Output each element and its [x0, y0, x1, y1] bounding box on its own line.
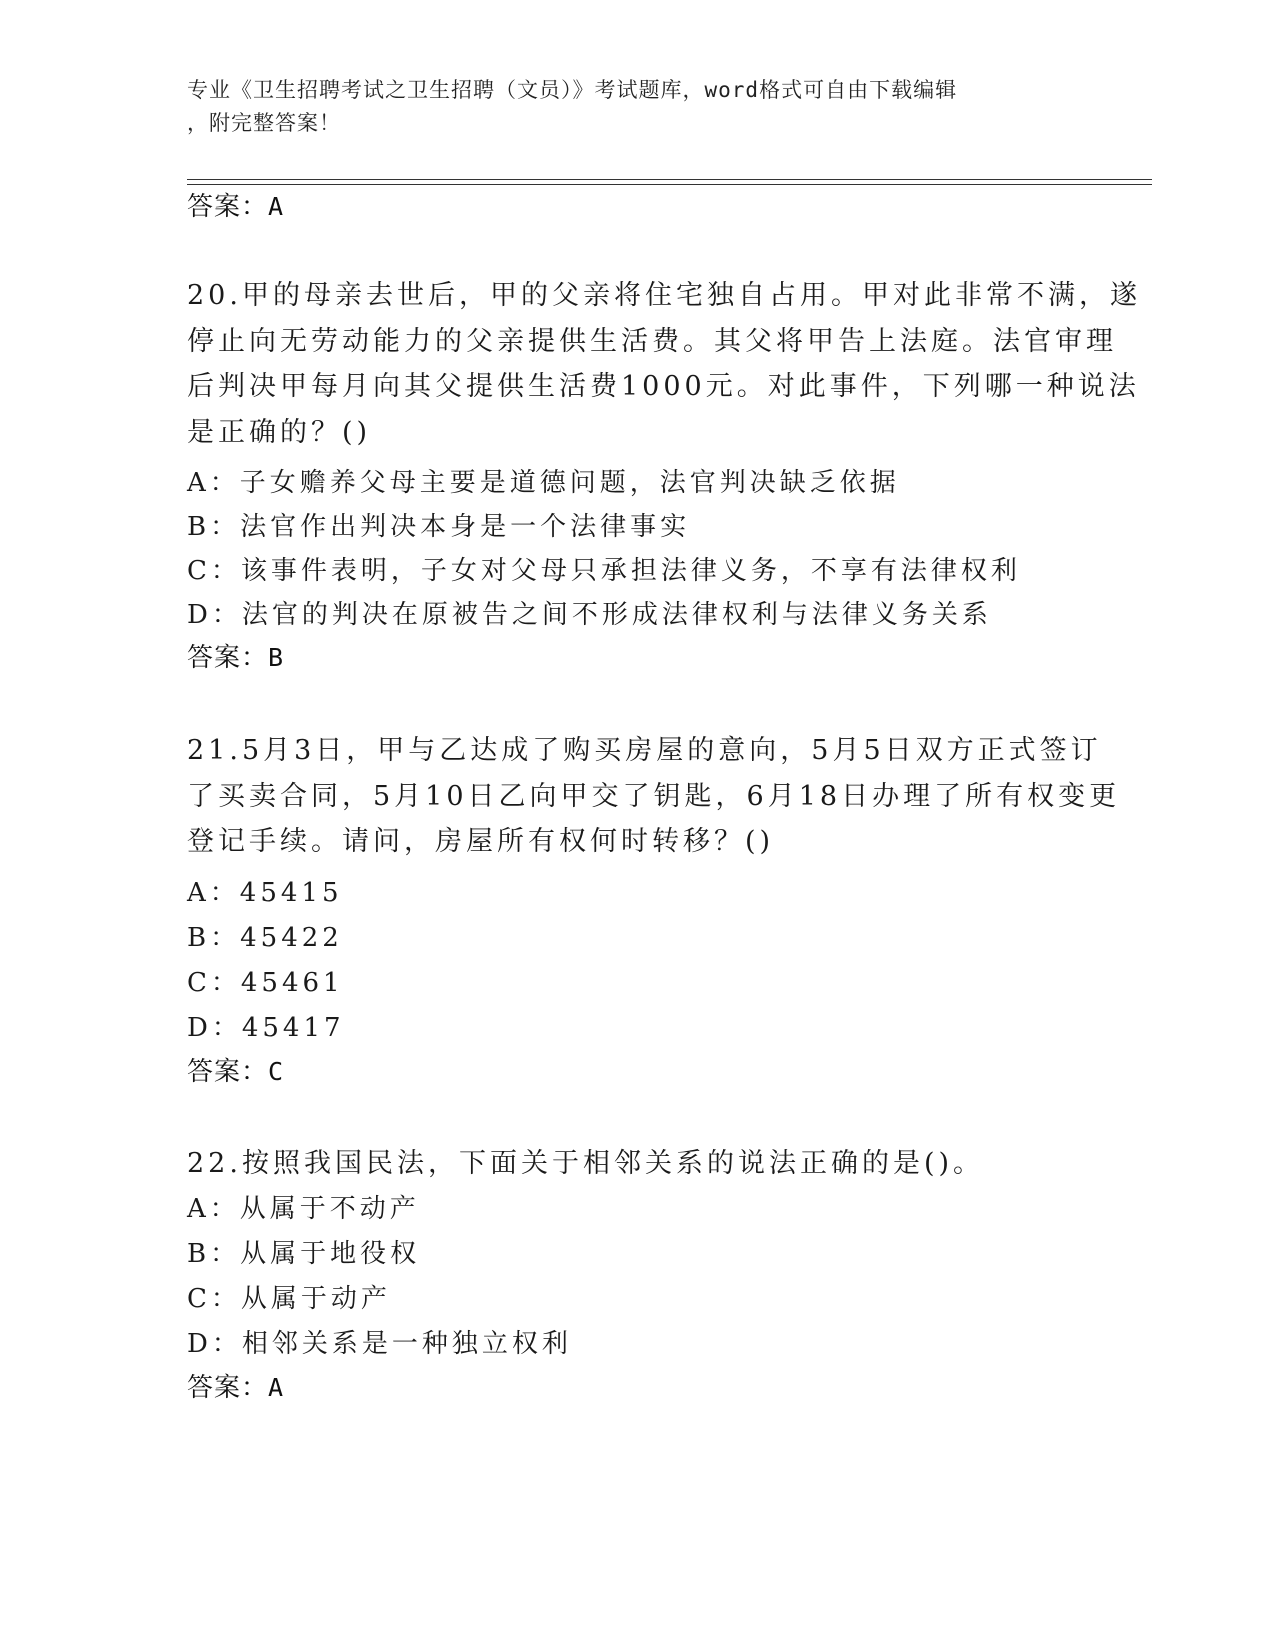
question-22-option-a: A：从属于不动产: [187, 1194, 420, 1224]
header-line-2: ，附完整答案！: [187, 111, 341, 135]
question-21-option-d: D：45417: [187, 1013, 345, 1043]
question-20-option-a: A：子女赡养父母主要是道德问题，法官判决缺乏依据: [187, 468, 900, 498]
question-line: 22.按照我国民法，下面关于相邻关系的说法正确的是()。: [187, 1148, 985, 1179]
answer-label: 答案：: [187, 643, 269, 673]
question-line: 是正确的？(): [187, 416, 372, 448]
answer-label: 答案：: [187, 1057, 269, 1087]
question-20-stem: [187, 273, 1141, 455]
question-20-answer: [187, 642, 284, 674]
header-divider-top: [187, 179, 1152, 180]
answer-value: A: [268, 1373, 285, 1402]
question-20-option-b: B：法官作出判决本身是一个法律事实: [187, 512, 691, 542]
question-21-answer: [187, 1056, 284, 1088]
header-line-1: 专业《卫生招聘考试之卫生招聘（文员）》考试题库，word格式可自由下载编辑: [187, 78, 958, 102]
answer-label: 答案：: [187, 1373, 269, 1403]
question-line: 21.5月3日，甲与乙达成了购买房屋的意向，5月5日双方正式签订: [187, 735, 1102, 766]
answer-value: A: [268, 192, 285, 221]
answer-label: 答案：: [187, 192, 269, 222]
header-divider-bottom: [187, 184, 1152, 185]
question-line: 后判决甲每月向其父提供生活费1000元。对此事件，下列哪一种说法: [187, 371, 1140, 402]
question-20-option-d: D：法官的判决在原被告之间不形成法律权利与法律义务关系: [187, 600, 992, 630]
answer-value: C: [268, 1057, 285, 1086]
question-22-option-d: D：相邻关系是一种独立权利: [187, 1329, 572, 1359]
question-line: 停止向无劳动能力的父亲提供生活费。其父将甲告上法庭。法官审理: [187, 325, 1117, 357]
question-22-stem: [187, 1141, 1067, 1187]
question-22-option-c: C：从属于动产: [187, 1284, 391, 1314]
answer-value: B: [268, 643, 285, 672]
answer-line-previous: [187, 191, 284, 223]
question-line: 登记手续。请问，房屋所有权何时转移？(): [187, 826, 775, 857]
question-line: 20.甲的母亲去世后，甲的父亲将住宅独自占用。甲对此非常不满，遂: [187, 280, 1141, 311]
question-22-answer: [187, 1372, 284, 1404]
question-line: 了买卖合同，5月10日乙向甲交了钥匙，6月18日办理了所有权变更: [187, 780, 1121, 812]
question-21-option-c: C：45461: [187, 968, 344, 998]
question-20-option-c: C：该事件表明，子女对父母只承担法律义务，不享有法律权利: [187, 556, 1021, 586]
question-21-option-b: B：45422: [187, 923, 343, 953]
question-21-stem: [187, 728, 1121, 865]
question-21-option-a: A：45415: [187, 878, 343, 908]
document-header: [187, 74, 1067, 140]
question-22-option-b: B：从属于地役权: [187, 1239, 421, 1269]
